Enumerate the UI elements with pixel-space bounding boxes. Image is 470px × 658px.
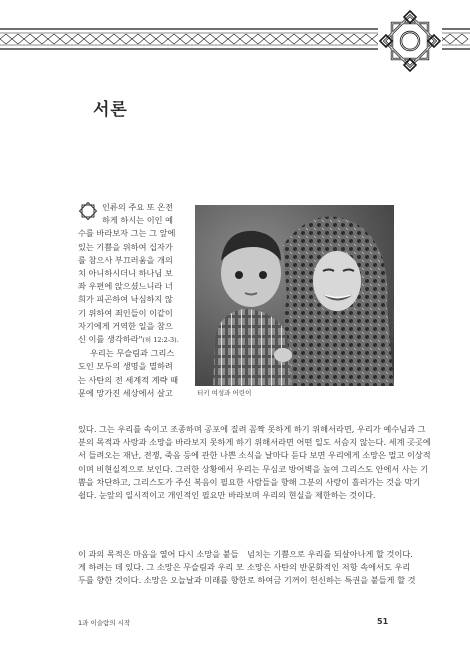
text-line: 희가 피곤하여 낙심하지 않 [78, 294, 173, 305]
text-line: 쉽다. 눈앞의 일시적이고 개인적인 필요만 바라보며 우리의 현실을 제한하는 것이다. [78, 490, 376, 501]
text-line: 분의 목적과 사랑과 소망을 바라보지 못하게 하기 위해서라면 어떤 일도 서슴지 않는다. 세계 곳곳에 [78, 437, 431, 448]
text-line: 치 아니하시더니 하나님 보 [78, 268, 173, 279]
text-line: 우리는 무슬림과 그리스 [90, 348, 175, 359]
bottom-left-column [78, 548, 247, 588]
text-line: 이며 비현실적으로 보인다. 그러한 상황에서 우리는 무심코 방어벽을 높여 그리스도 안에서 사는 기 [78, 463, 429, 474]
text-line: 는 사탄의 전 세계적 계략 때 [78, 374, 179, 385]
text-line: 있다. 그는 우리를 속이고 조종하며 공포에 질려 꼼짝 못하게 하기 위해서라면, 우리가 예수님과 그 [78, 424, 426, 434]
running-footer: 1과 이슬람의 시작 [78, 619, 131, 627]
text-line: 수를 바라보자 그는 그 앞에 [78, 228, 176, 239]
text-line: 문에 망가진 세상에서 살고 [78, 387, 173, 398]
text-line: 넘치는 기쁨으로 우리를 되살아나게 할 것이다. [247, 549, 413, 559]
text-line: 도인 모두의 생명을 멸하려 [78, 361, 173, 372]
full-width-text [78, 423, 431, 502]
text-line: 를 참으사 부끄러움을 개의 [78, 254, 173, 265]
text-line: 서 들려오는 재난, 전쟁, 죽음 등에 관한 나쁜 소식을 날마다 듣다 보면 우리에게 소망은 멀고 이상적 [78, 450, 431, 461]
bottom-right-column [247, 548, 416, 588]
knot-ornament-icon [378, 9, 442, 73]
text-line: 쁨을 차단하고, 그리스도가 주신 복음이 필요한 사람들을 향해 그분의 사랑이 흘러가는 것을 막기 [78, 476, 421, 487]
text-line: 있는 기쁨을 위하여 십자가 [78, 241, 173, 252]
text-line: 기 위하여 죄인들이 이같이 [78, 307, 173, 318]
photo-credit: © Parla Baidan [391, 308, 396, 343]
bible-citation: (히 12:2-3). [142, 336, 179, 345]
text-line: 게 하려는 데 있다. 그 소망은 무슬림과 우리 모 [78, 562, 244, 573]
left-column-text [78, 201, 196, 400]
chapter-title: 서론 [93, 100, 128, 120]
text-line: 로 하여금 기꺼이 헌신하는 특권을 붙들게 할 것 [247, 575, 416, 586]
text-line: 소망은 사탄의 반문화적인 저항 속에서도 우리 [247, 562, 411, 573]
text-line: 신 이를 생각하라" [78, 334, 143, 345]
page-number: 51 [377, 617, 389, 626]
text-line: 하게 하시는 이인 예 [102, 215, 174, 226]
photo-caption: 터키 여성과 어린이 [197, 389, 252, 397]
text-line: 자기에게 거역한 일을 참으 [78, 320, 173, 331]
text-line: 두를 향한 것이다. 소망은 오늘날과 미래를 향한 [78, 575, 247, 586]
text-line: 좌 우편에 앉으셨느니라 너 [78, 281, 173, 292]
text-line: 이 과의 목적은 마음을 열어 다시 소망을 붙들 [78, 549, 239, 559]
text-line: 인류의 주요 또 온전 [102, 202, 174, 212]
photo-turkish-woman-and-child [195, 205, 394, 386]
